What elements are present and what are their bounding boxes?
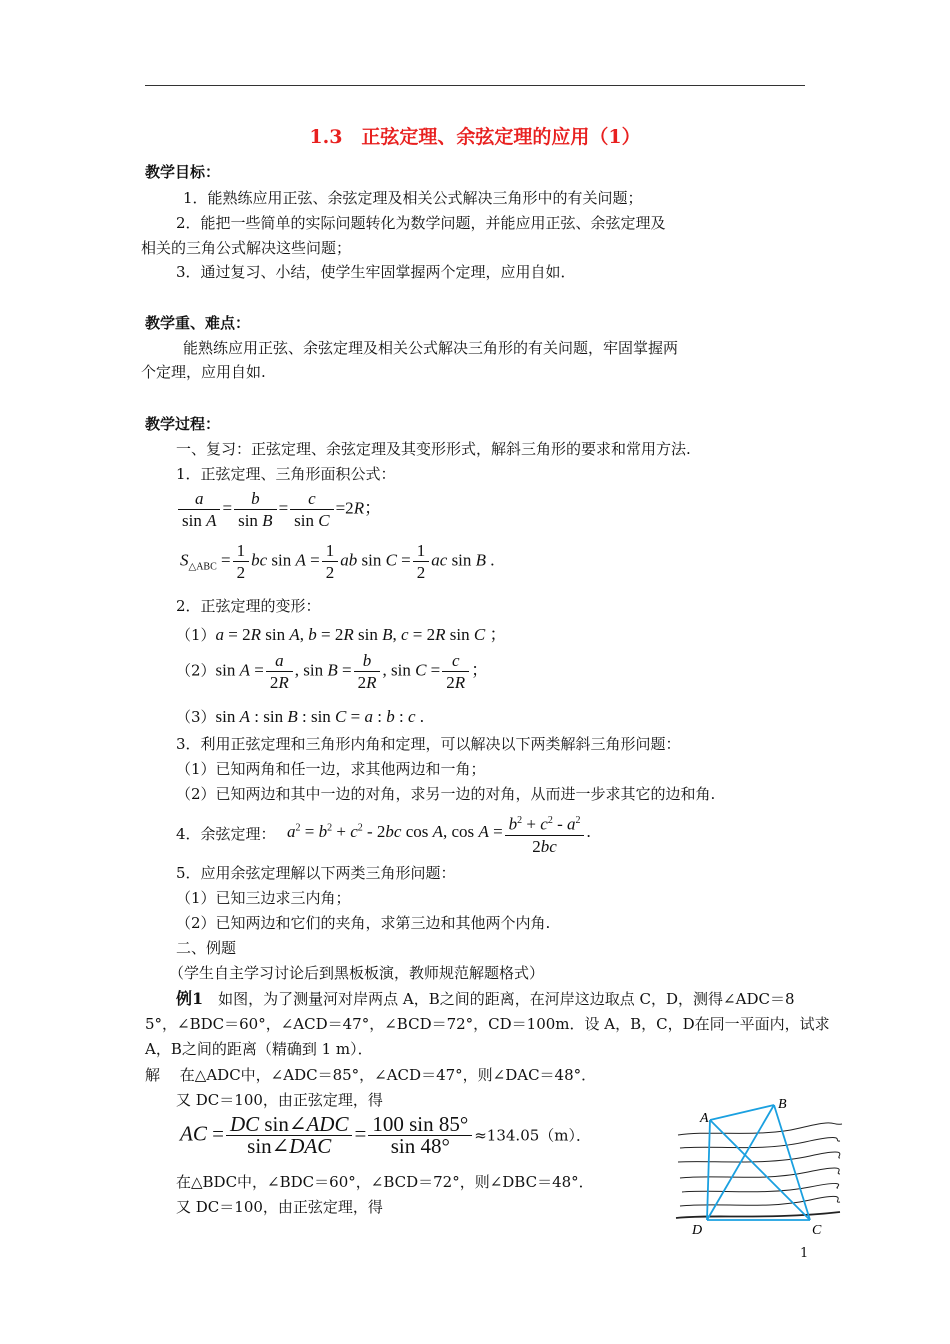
- point-3a: （1）已知两角和任一边，求其他两边和一角；: [176, 760, 486, 778]
- key-line-2: 个定理，应用自如.: [141, 363, 266, 381]
- point-3: 3．利用正弦定理和三角形内角和定理，可以解决以下两类解斜三角形问题：: [176, 735, 681, 753]
- sine-variant-1: （1）a = 2R sin A, b = 2R sin B, c = 2R sin C ；: [176, 625, 507, 644]
- example1-line-2: 5°，∠BDC＝60°，∠ACD＝47°，∠BCD＝72°，CD＝100m．设 A，B，C，D在同一平面内，试求: [145, 1015, 830, 1033]
- point-5a: （1）已知三边求三内角；: [176, 889, 351, 907]
- goal-2a: 2．能把一些简单的实际问题转化为数学问题，并能应用正弦、余弦定理及: [176, 214, 666, 232]
- sine-variant-3: （3）sin A : sin B : sin C = a : b : c .: [176, 707, 424, 726]
- page-title: 1.3 正弦定理、余弦定理的应用（1）: [309, 126, 641, 148]
- example1-line-3: A，B之间的距离（精确到 1 m）．: [145, 1040, 373, 1058]
- solution-line-3: 在△BDC中，∠BDC＝60°，∠BCD＝72°，则∠DBC＝48°．: [176, 1173, 594, 1191]
- ac-formula: AC = $\frac{\text{DC sin∠ADC}}{\text{sin∠DAC}}$ = $\frac{100 \sin 85^\circ}{\sin 48^\circ}$ ≈134.05（m）．: [180, 1112, 592, 1158]
- example1-line-1: 例1 如图，为了测量河对岸两点 A，B之间的距离，在河岸这边取点 C，D，测得∠ADC＝8: [176, 989, 795, 1008]
- examples-heading: 二、例题: [176, 939, 237, 957]
- cosine-law-formula: $a^2 = b^2 + c^2 - 2bc$ cos A, cos A = $\frac{b^2 + c^2 - a^2}{2bc}$ .: [287, 810, 591, 857]
- point-5: 5．应用余弦定理解以下两类三角形问题：: [176, 864, 456, 882]
- sine-law-formula: $\frac{a}{\text{sin A}}$ = $\frac{b}{\text{sin B}}$ = $\frac{c}{\text{sin C}}$ =2R；: [176, 488, 381, 531]
- solution-line-4: 又 DC＝100，由正弦定理，得: [176, 1198, 383, 1216]
- point-3b: （2）已知两边和其中一边的对角，求另一边的对角，从而进一步求其它的边和角.: [176, 785, 716, 803]
- top-rule: [145, 85, 805, 86]
- key-line-1: 能熟练应用正弦、余弦定理及相关公式解决三角形的有关问题，牢固掌握两: [183, 339, 679, 357]
- figure-label-c: C: [812, 1223, 822, 1238]
- point-5b: （2）已知两边和它们的夹角，求第三边和其他两个内角.: [176, 914, 551, 932]
- solution-line-2: 又 DC＝100，由正弦定理，得: [176, 1091, 383, 1109]
- page-number: 1: [800, 1246, 809, 1261]
- point-1: 1．正弦定理、三角形面积公式：: [176, 465, 396, 483]
- goal-3: 3．通过复习、小结，使学生牢固掌握两个定理，应用自如．: [176, 263, 576, 281]
- point-4: 4．余弦定理：: [176, 825, 276, 843]
- figure-label-b: B: [778, 1097, 787, 1112]
- solution-line-1: 解 在△ADC中，∠ADC＝85°，∠ACD＝47°，则∠DAC＝48°．: [145, 1066, 597, 1084]
- area-formula: $S_{\triangle ABC}$ = $\frac{1}{2}$ bc sin A = $\frac{1}{2}$ ab sin C = $\frac{1}{2}$ ac sin B .: [180, 541, 495, 582]
- river-lines: [676, 1123, 842, 1218]
- examples-note: （学生自主学习讨论后到黑板板演，教师规范解题格式）: [169, 964, 545, 982]
- point-2: 2．正弦定理的变形：: [176, 597, 321, 615]
- process-heading: 教学过程：: [145, 415, 221, 433]
- goal-2b: 相关的三角公式解决这些问题；: [141, 239, 352, 257]
- figure-label-a: A: [700, 1111, 709, 1126]
- river-figure: [670, 1090, 845, 1240]
- review-line: 一、复习：正弦定理、余弦定理及其变形形式，解斜三角形的要求和常用方法.: [176, 440, 691, 458]
- key-heading: 教学重、难点：: [145, 314, 251, 332]
- goal-1: 1．能熟练应用正弦、余弦定理及相关公式解决三角形中的有关问题；: [183, 189, 643, 207]
- goals-heading: 教学目标：: [145, 163, 221, 181]
- figure-label-d: D: [692, 1223, 703, 1238]
- sine-variant-2: （2）sin A = $\frac{a}{2R}$ , sin B = $\frac{b}{2R}$ , sin C = $\frac{c}{2R}$ ；: [176, 651, 489, 692]
